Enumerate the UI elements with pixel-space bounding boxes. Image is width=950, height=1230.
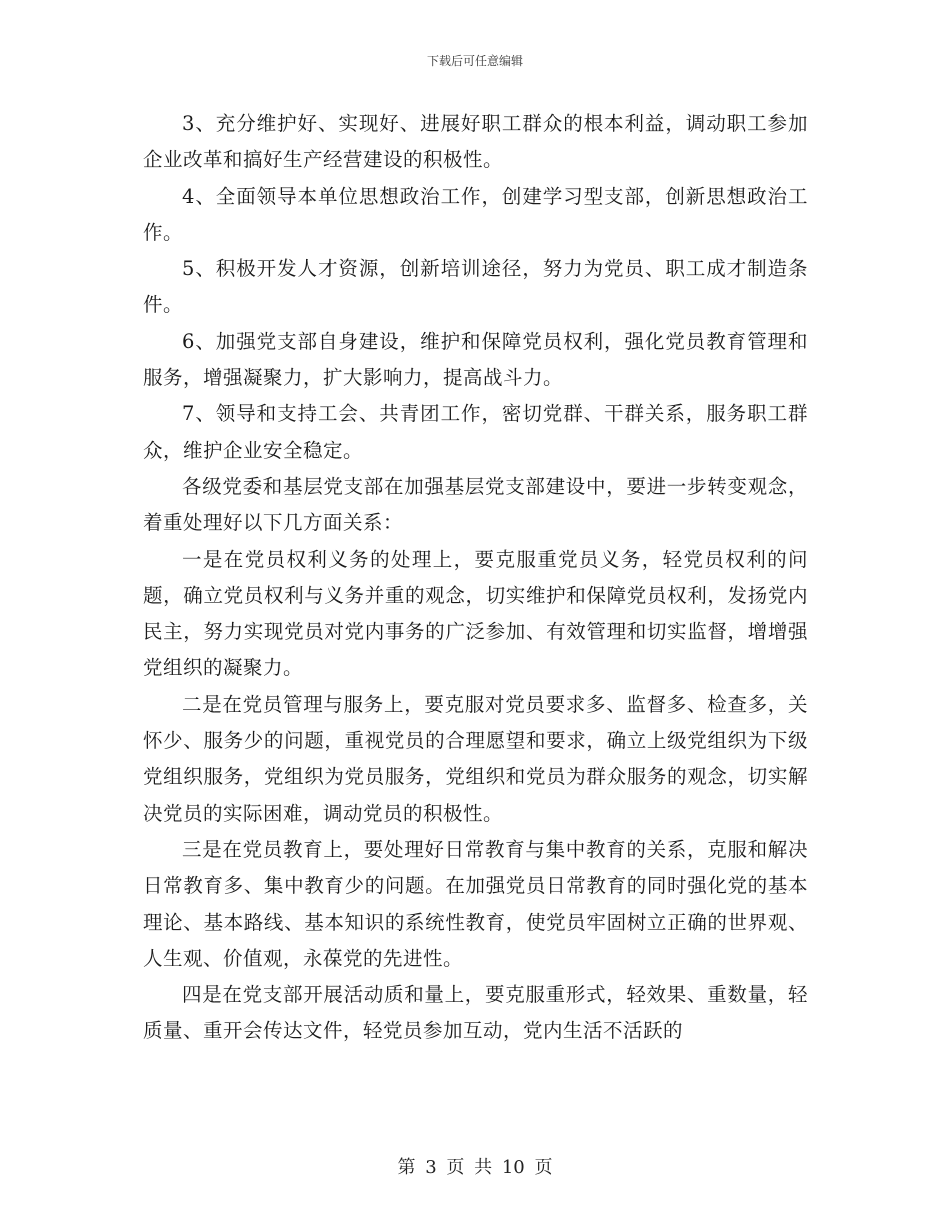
- paragraph-6: 各级党委和基层党支部在加强基层党支部建设中，要进一步转变观念，着重处理好以下几方面关系：: [143, 474, 808, 535]
- paragraph-4: 6、加强党支部自身建设，维护和保障党员权利，强化党员教育管理和服务，增强凝聚力，扩大影响力，提高战斗力。: [143, 329, 808, 390]
- paragraph-9: 三是在党员教育上，要处理好日常教育与集中教育的关系，克服和解决日常教育多、集中教育少的问题。在加强党员日常教育的同时强化党的基本理论、基本路线、基本知识的系统性教育，使党员牢固树立正确的世界观、人生观、价值观，永葆党的先进性。: [143, 837, 808, 970]
- page-number-footer: 第 3 页 共 10 页: [397, 1157, 553, 1178]
- paragraph-3: 5、积极开发人才资源，创新培训途径，努力为党员、职工成才制造条件。: [143, 257, 808, 317]
- paragraph-2: 4、全面领导本单位思想政治工作，创建学习型支部，创新思想政治工作。: [143, 184, 808, 244]
- paragraph-7: 一是在党员权利义务的处理上，要克服重党员义务，轻党员权利的问题，确立党员权利与义务并重的观念，切实维护和保障党员权利，发扬党内民主，努力实现党员对党内事务的广泛参加、有效管理和切实监督，增增强党组织的凝聚力。: [143, 547, 808, 680]
- paragraph-1: 3、充分维护好、实现好、进展好职工群众的根本利益，调动职工参加企业改革和搞好生产经营建设的积极性。: [143, 112, 808, 172]
- document-body: [143, 106, 808, 1050]
- page-header-note: 下载后可任意编辑: [426, 54, 523, 68]
- paragraph-5: 7、领导和支持工会、共青团工作，密切党群、干群关系，服务职工群众，维护企业安全稳定。: [143, 402, 808, 462]
- paragraph-8: 二是在党员管理与服务上，要克服对党员要求多、监督多、检查多，关怀少、服务少的问题，重视党员的合理愿望和要求，确立上级党组织为下级党组织服务，党组织为党员服务，党组织和党员为群众服务的观念，切实解决党员的实际困难，调动党员的积极性。: [143, 692, 808, 825]
- paragraph-10: 四是在党支部开展活动质和量上，要克服重形式，轻效果、重数量，轻质量、重开会传达文件，轻党员参加互动，党内生活不活跃的: [143, 983, 808, 1043]
